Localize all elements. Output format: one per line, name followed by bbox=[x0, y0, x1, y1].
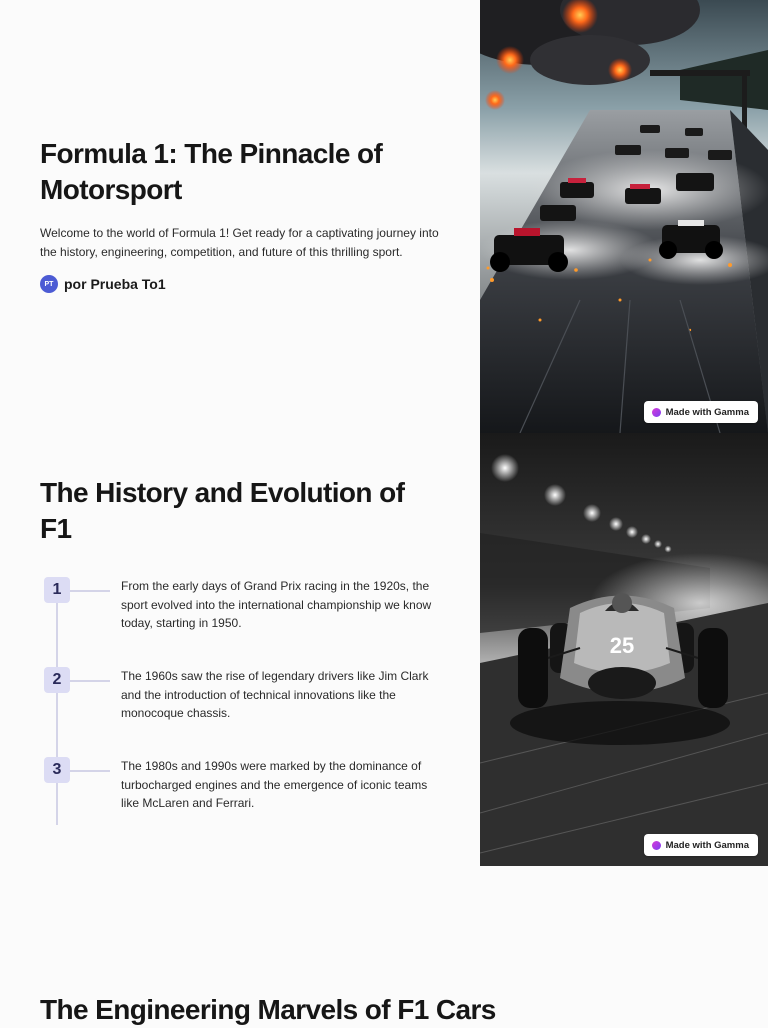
made-with-gamma-badge[interactable] bbox=[644, 401, 758, 423]
vintage-car-image bbox=[480, 433, 768, 866]
timeline-text: The 1980s and 1990s were marked by the dominance of turbocharged engines and the emergence of iconic teams like McLaren and Ferrari. bbox=[121, 759, 428, 810]
race-start-image bbox=[480, 0, 768, 433]
made-with-gamma-badge[interactable] bbox=[644, 834, 758, 856]
slide-history bbox=[0, 433, 768, 866]
author-name[interactable]: por Prueba To1 bbox=[64, 276, 166, 292]
timeline-step-number: 1 bbox=[44, 577, 70, 603]
badge-label: Made with Gamma bbox=[665, 839, 749, 851]
vintage-f1-illustration bbox=[480, 433, 768, 866]
engineering-title: The Engineering Marvels of F1 Cars bbox=[40, 994, 496, 1025]
timeline-text: From the early days of Grand Prix racing in the 1920s, the sport evolved into the international championship we know today, starting in 1950. bbox=[121, 579, 432, 630]
timeline-line bbox=[56, 577, 58, 825]
car-number: 25 bbox=[609, 633, 635, 658]
gamma-logo-icon bbox=[652, 408, 661, 417]
f1-race-illustration bbox=[480, 0, 768, 433]
history-timeline bbox=[40, 569, 440, 829]
gamma-logo-icon bbox=[652, 841, 661, 850]
timeline-connector bbox=[70, 770, 110, 772]
section-title: The History and Evolution of F1 bbox=[40, 477, 405, 544]
intro-text-block bbox=[40, 136, 440, 293]
timeline-connector bbox=[70, 590, 110, 592]
history-title-block bbox=[40, 475, 440, 547]
avatar: PT bbox=[40, 275, 58, 293]
page-title: Formula 1: The Pinnacle of Motorsport bbox=[40, 138, 383, 205]
timeline-step-number: 2 bbox=[44, 667, 70, 693]
intro-paragraph: Welcome to the world of Formula 1! Get ready for a captivating journey into the history, engineering, competition, and future of this thrilling sport. bbox=[40, 226, 439, 259]
timeline-text: The 1960s saw the rise of legendary drivers like Jim Clark and the introduction of technical innovations like the monocoque chassis. bbox=[121, 669, 429, 720]
timeline-step-number: 3 bbox=[44, 757, 70, 783]
timeline-connector bbox=[70, 680, 110, 682]
badge-label: Made with Gamma bbox=[665, 406, 749, 418]
author-line bbox=[40, 275, 440, 293]
slide-intro bbox=[0, 0, 768, 433]
